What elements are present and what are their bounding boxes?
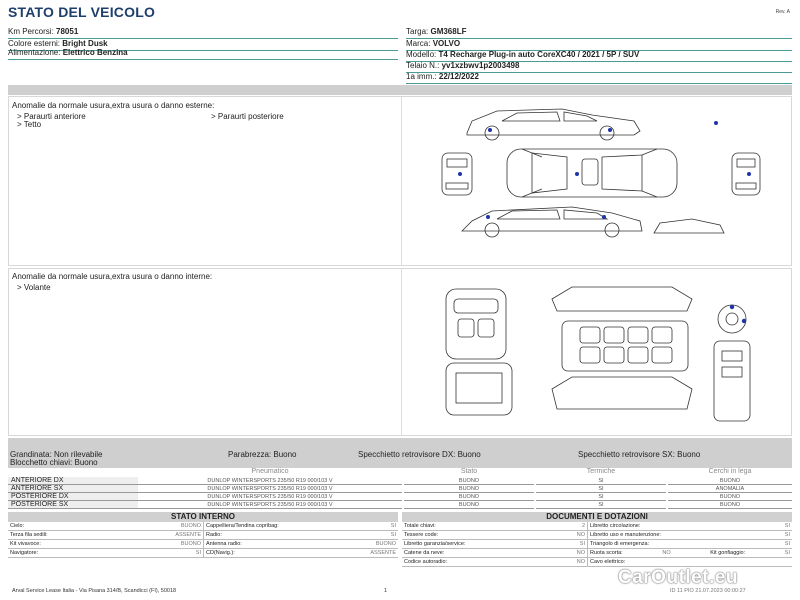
state-col-header: Stato (460, 468, 478, 475)
list-item: Antenna radio: BUONO (206, 541, 396, 547)
list-item: Kit vivavoce: BUONO (10, 541, 201, 547)
km-row: Km Percorsi: 78051 (8, 27, 398, 39)
footer-id: ID 11 PIO 21.07.2023 00:00:27 (670, 588, 746, 594)
tyre-col-header: Pneumatico (251, 468, 289, 475)
plate-row: Targa: GM368LF (406, 27, 792, 39)
list-item: Cappelliera/Tendina copribag: SI (206, 523, 396, 529)
list-item: Ruota scorta: NO Kit gonfiaggio: SI (590, 550, 790, 556)
tyre-thermal: SI (536, 485, 666, 493)
mirror-sx-status: Specchietto retrovisore SX: Buono (578, 450, 701, 459)
exterior-panel (8, 96, 792, 266)
tyre-state: BUONO (404, 477, 534, 485)
interior-car-diagram (401, 269, 791, 435)
documenti-section (402, 512, 792, 567)
rim-state: BUONO (668, 477, 792, 485)
exterior-car-diagram (401, 97, 791, 265)
rim-col-header: Cerchi in lega (708, 468, 752, 475)
tyre-model: DUNLOP WINTERSPORTS 235/50 R19 000/103 V (138, 501, 402, 509)
key-lock-status: Blocchetto chiavi: Buono (10, 458, 98, 467)
interior-panel (8, 268, 792, 436)
tyre-thermal: SI (536, 477, 666, 485)
list-item: Terza fila sedili: ASSENTE (10, 532, 201, 538)
tyre-model: DUNLOP WINTERSPORTS 235/50 R19 000/103 V (138, 493, 402, 501)
brand-row: Marca: VOLVO (406, 39, 792, 51)
rim-state: BUONO (668, 493, 792, 501)
list-item: Cavo elettrico: (588, 558, 792, 567)
list-item: Catene da neve: NO (404, 550, 585, 556)
registration-row: 1a imm.: 22/12/2022 (406, 72, 792, 84)
fuel-row: Alimentazione: Elettrico Benzina (8, 48, 398, 60)
list-item: Libretto circolazione: SI (590, 523, 790, 529)
exterior-title: Anomalie da normale usura,extra usura o danno esterne: (12, 101, 215, 110)
rim-state: BUONO (668, 501, 792, 509)
list-item: Codice autoradio: NO (404, 559, 585, 565)
tyre-model: DUNLOP WINTERSPORTS 235/50 R19 000/103 V (138, 485, 402, 493)
exterior-damage-item: > Tetto (17, 120, 42, 129)
tyre-state: BUONO (404, 493, 534, 501)
interior-title: Anomalie da normale usura,extra usura o danno interne: (12, 272, 213, 281)
tyre-state: BUONO (404, 485, 534, 493)
watermark-logo: CarOutlet.eu (618, 567, 739, 588)
stato-interno-title: STATO INTERNO (8, 512, 398, 522)
list-item: Libretto uso e manutenzione: SI (590, 532, 790, 538)
table-row: POSTERIORE SX (8, 501, 138, 509)
hail-status: Grandinata: Non rilevabile (10, 450, 103, 459)
exterior-damage-item: > Paraurti posteriore (211, 112, 284, 121)
documenti-title: DOCUMENTI E DOTAZIONI (402, 512, 792, 522)
section-divider (8, 85, 792, 95)
model-row: Modello: T4 Recharge Plug-in auto CoreXC40 / 2021 / 5P / SUV (406, 50, 792, 62)
tyre-thermal: SI (536, 493, 666, 501)
stato-interno-section (8, 512, 398, 558)
rim-state: ANOMALIA (668, 485, 792, 493)
car-exterior-icon (402, 97, 792, 265)
color-row: Colore esterni: Bright Dusk (8, 39, 398, 51)
mirror-dx-status: Specchietto retrovisore DX: Buono (358, 450, 481, 459)
list-item: Navigatore: SI (10, 550, 201, 556)
interior-damage-item: > Volante (17, 283, 51, 292)
table-row: POSTERIORE DX (8, 493, 138, 501)
list-item: Cielo: BUONO (10, 523, 201, 529)
tyre-thermal: SI (536, 501, 666, 509)
windshield-status: Parabrezza: Buono (228, 450, 297, 459)
tyre-state: BUONO (404, 501, 534, 509)
footer-page: 1 (384, 588, 388, 594)
list-item: Tessere code: NO (404, 532, 585, 538)
list-item: Libretto garanzia/service: SI (404, 541, 585, 547)
tyre-model: DUNLOP WINTERSPORTS 235/50 R19 000/103 V (138, 477, 402, 485)
list-item: CD(Navig.): ASSENTE (206, 550, 396, 556)
thermal-col-header: Termiche (586, 468, 616, 475)
page-title: STATO DEL VEICOLO (8, 4, 156, 20)
table-row: ANTERIORE DX (8, 477, 138, 485)
list-item: Radio: SI (206, 532, 396, 538)
car-interior-icon (402, 269, 792, 435)
list-item: Totale chiavi: 2 (404, 523, 585, 529)
revision-label: Rev. A (775, 9, 790, 15)
tyres-table (8, 468, 792, 510)
vin-row: Telaio N.: yv1xzbwv1p2003498 (406, 61, 792, 73)
table-row: ANTERIORE SX (8, 485, 138, 493)
list-item: Triangolo di emergenza: SI (590, 541, 790, 547)
exterior-damage-item: > Paraurti anteriore (17, 112, 86, 121)
footer-address: Arval Service Lease Italia - Via Pisana 314/B, Scandicci (FI), 50018 (12, 588, 177, 594)
